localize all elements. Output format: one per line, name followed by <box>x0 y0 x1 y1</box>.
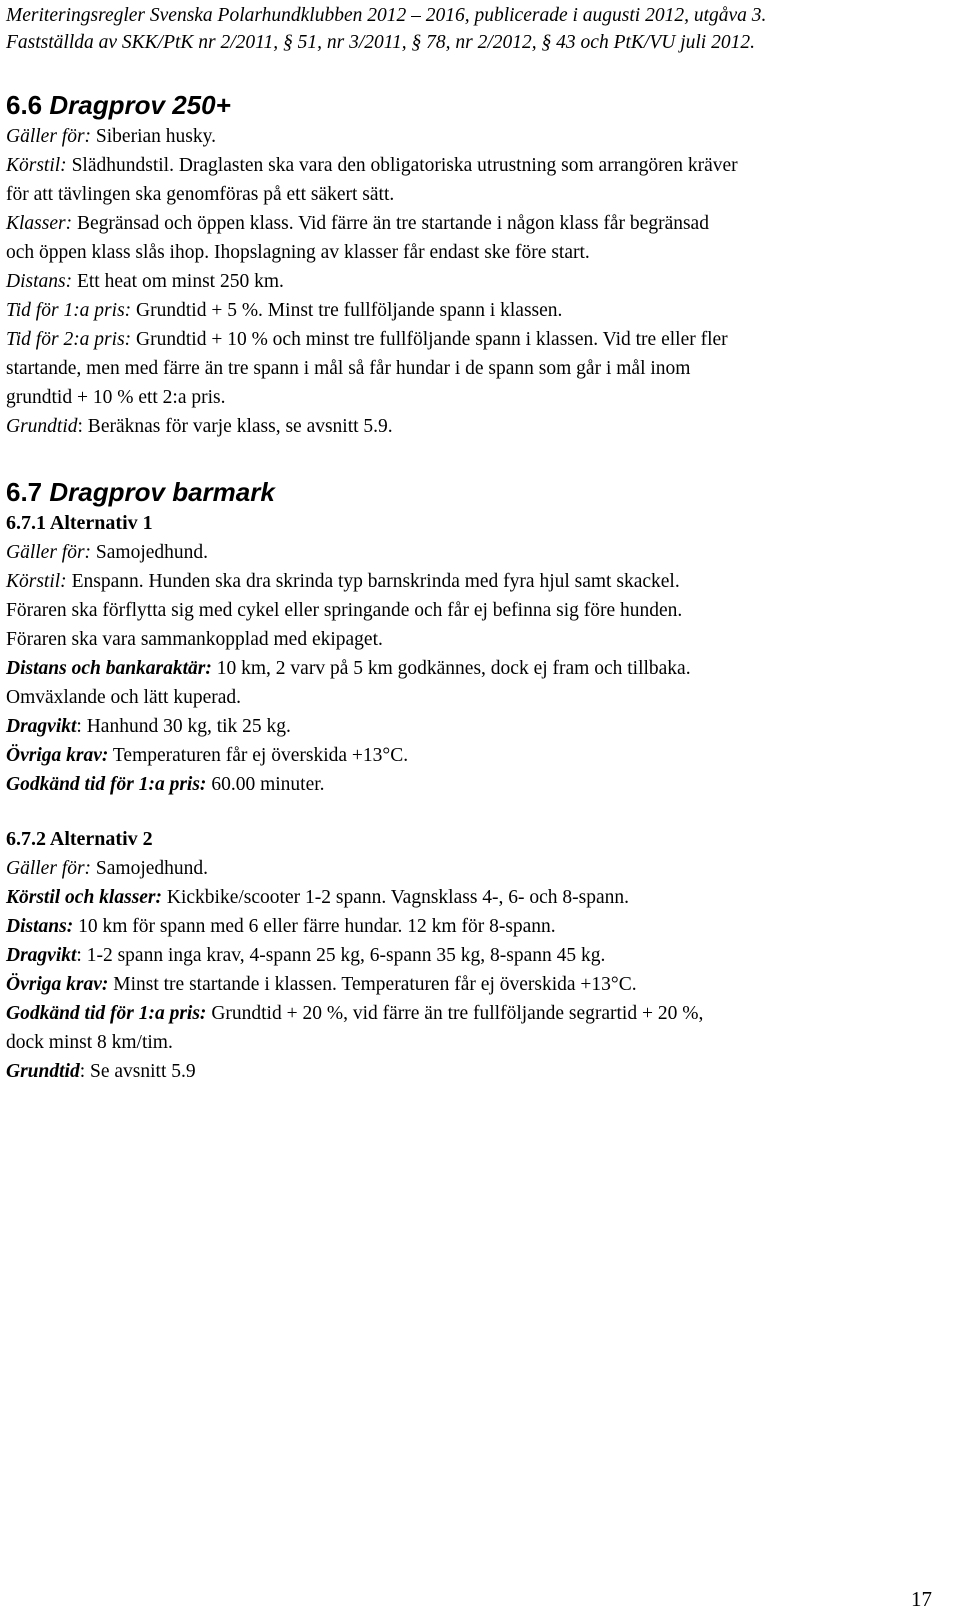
tid-2a-pris-line-cont-2: grundtid + 10 % ett 2:a pris. <box>6 387 226 408</box>
section-title: Dragprov 250+ <box>49 90 231 120</box>
section-number: 6.7 <box>6 477 43 507</box>
foraren-line-1: Föraren ska förflytta sig med cykel eller springande och får ej befinna sig före hunden. <box>6 600 683 621</box>
spacer <box>6 441 956 475</box>
tid-2a-pris-line-cont: startande, men med färre än tre spann i mål så får hundar i de spann som går i mål inom <box>6 358 691 379</box>
header-line-2: Fastställda av SKK/PtK nr 2/2011, § 51, nr 3/2011, § 78, nr 2/2012, § 43 och PtK/VU juli 2012. <box>6 32 755 53</box>
spacer <box>6 799 956 825</box>
korstil-line: Körstil: Enspann. Hunden ska dra skrinda typ barnskrinda med fyra hjul samt skackel. <box>6 571 680 592</box>
distans-line: Distans: 10 km för spann med 6 eller färre hundar. 12 km för 8-spann. <box>6 916 556 937</box>
running-header <box>6 2 946 56</box>
subsection-6-7-1-heading: 6.7.1 Alternativ 1 <box>6 512 153 534</box>
section-6-6-heading <box>6 88 956 122</box>
ovriga-krav-line: Övriga krav: Temperaturen får ej överskida +13°C. <box>6 745 409 766</box>
distans-line: Distans: Ett heat om minst 250 km. <box>6 271 284 292</box>
galler-for-line: Gäller för: Samojedhund. <box>6 542 209 563</box>
godkand-tid-line-cont: dock minst 8 km/tim. <box>6 1032 173 1053</box>
godkand-tid-line: Godkänd tid för 1:a pris: Grundtid + 20 %, vid färre än tre fullföljande segrartid + 20 %, <box>6 1003 704 1024</box>
korstil-line-cont: för att tävlingen ska genomföras på ett säkert sätt. <box>6 184 395 205</box>
tid-1a-pris-line: Tid för 1:a pris: Grundtid + 5 %. Minst tre fullföljande spann i klassen. <box>6 300 563 321</box>
section-number: 6.6 <box>6 90 43 120</box>
dragvikt-line: Dragvikt: 1-2 spann inga krav, 4-spann 25 kg, 6-spann 35 kg, 8-spann 45 kg. <box>6 945 606 966</box>
galler-for-line: Gäller för: Siberian husky. <box>6 126 216 147</box>
header-line-1: Meriteringsregler Svenska Polarhundklubben 2012 – 2016, publicerade i augusti 2012, utgåva 3. <box>6 5 767 26</box>
godkand-tid-line: Godkänd tid för 1:a pris: 60.00 minuter. <box>6 774 325 795</box>
klasser-line: Klasser: Begränsad och öppen klass. Vid färre än tre startande i någon klass får begränsad <box>6 213 709 234</box>
foraren-line-2: Föraren ska vara sammankopplad med ekipaget. <box>6 629 383 650</box>
klasser-line-cont: och öppen klass slås ihop. Ihopslagning av klasser får endast ske före start. <box>6 242 590 263</box>
galler-for-line: Gäller för: Samojedhund. <box>6 858 209 879</box>
tid-2a-pris-line: Tid för 2:a pris: Grundtid + 10 % och minst tre fullföljande spann i klassen. Vid tre eller fler <box>6 329 728 350</box>
section-title: Dragprov barmark <box>49 477 275 507</box>
page-number: 17 <box>911 1587 932 1611</box>
distans-bankaraktar-line: Distans och bankaraktär: 10 km, 2 varv på 5 km godkännes, dock ej fram och tillbaka. <box>6 658 691 679</box>
grundtid-line: Grundtid: Se avsnitt 5.9 <box>6 1061 196 1082</box>
subsection-6-7-2-heading: 6.7.2 Alternativ 2 <box>6 828 153 850</box>
distans-bankaraktar-line-cont: Omväxlande och lätt kuperad. <box>6 687 241 708</box>
ovriga-krav-line: Övriga krav: Minst tre startande i klassen. Temperaturen får ej överskida +13°C. <box>6 974 637 995</box>
korstil-line: Körstil: Slädhundstil. Draglasten ska vara den obligatoriska utrustning som arrangören kräver <box>6 155 738 176</box>
korstil-klasser-line: Körstil och klasser: Kickbike/scooter 1-2 spann. Vagnsklass 4-, 6- och 8-spann. <box>6 887 630 908</box>
dragvikt-line: Dragvikt: Hanhund 30 kg, tik 25 kg. <box>6 716 291 737</box>
grundtid-line: Grundtid: Beräknas för varje klass, se avsnitt 5.9. <box>6 416 393 437</box>
document-body <box>6 88 956 1086</box>
section-6-7-heading <box>6 475 956 509</box>
